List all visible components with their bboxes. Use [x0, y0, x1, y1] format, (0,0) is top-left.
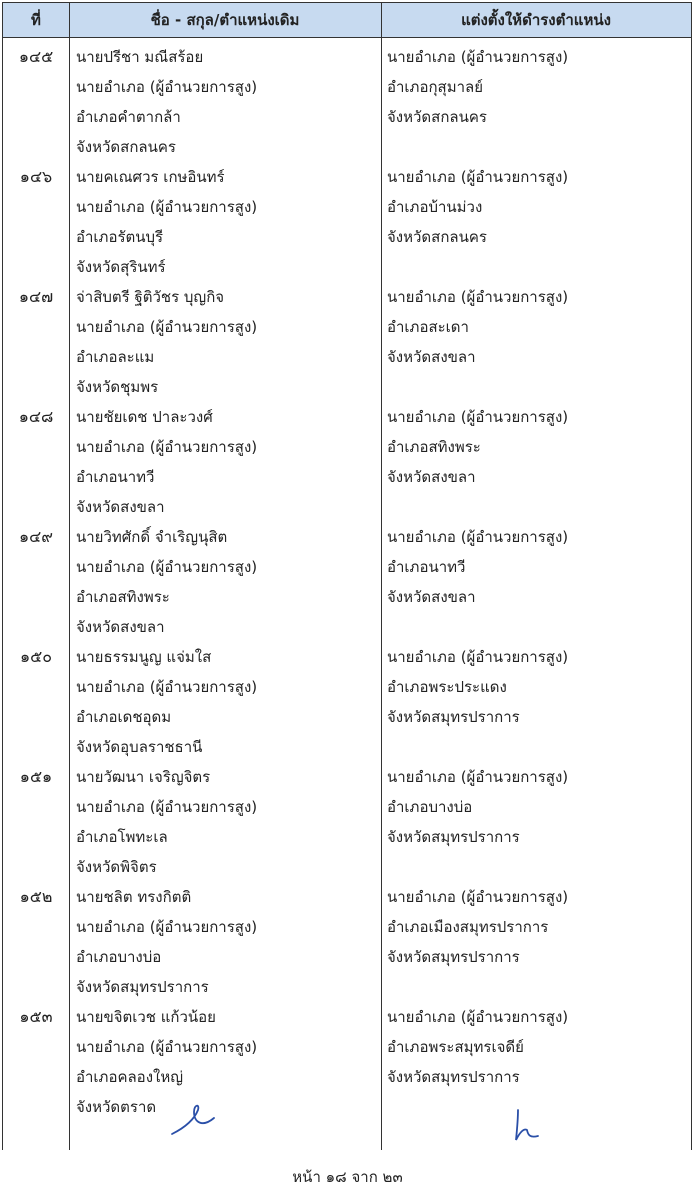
person-name: นายปรีชา มณีสร้อย	[76, 48, 204, 66]
old-position-line: อำเภอคำตากล้า	[76, 108, 181, 126]
row-number: ๑๕๑	[19, 767, 53, 786]
old-position-line: อำเภอโพทะเล	[76, 828, 168, 846]
person-name: นายวิทศักดิ์ จำเริญนุสิต	[76, 528, 228, 546]
new-position-line: จังหวัดสมุทรปราการ	[387, 1068, 520, 1086]
table-row	[3, 638, 691, 758]
header-old-position: ชื่อ - สกุล/ตำแหน่งเดิม	[150, 11, 300, 29]
old-position-cell	[76, 522, 257, 642]
new-position-cell	[387, 402, 568, 492]
table-row	[3, 38, 691, 158]
table-header	[3, 2, 691, 38]
old-position-cell	[76, 42, 257, 162]
table-row	[3, 398, 691, 518]
old-position-cell	[76, 882, 257, 1002]
header-new-position: แต่งตั้งให้ดำรงตำแหน่ง	[461, 11, 611, 29]
signature-mark-right	[510, 1108, 546, 1144]
row-number: ๑๔๘	[18, 407, 54, 426]
new-position-line: จังหวัดสกลนคร	[387, 108, 487, 126]
signature-mark-left	[168, 1098, 218, 1140]
new-position-line: จังหวัดสกลนคร	[387, 228, 487, 246]
old-position-line: อำเภอสทิงพระ	[76, 588, 170, 606]
row-number: ๑๔๙	[19, 527, 53, 546]
row-number: ๑๔๖	[19, 167, 53, 186]
new-position-line: นายอำเภอ (ผู้อำนวยการสูง)	[387, 288, 569, 306]
new-position-line: จังหวัดสงขลา	[387, 588, 476, 606]
new-position-line: อำเภอพระสมุทรเจดีย์	[387, 1038, 524, 1056]
table-row	[3, 158, 691, 278]
new-position-cell	[387, 282, 568, 372]
new-position-line: จังหวัดสมุทรปราการ	[387, 828, 520, 846]
old-position-line: จังหวัดสุรินทร์	[76, 258, 166, 276]
old-position-line: จังหวัดชุมพร	[76, 378, 159, 396]
new-position-line: นายอำเภอ (ผู้อำนวยการสูง)	[387, 168, 569, 186]
new-position-line: จังหวัดสมุทรปราการ	[387, 948, 520, 966]
person-name: นายคเณศวร เกษอินทร์	[76, 168, 225, 186]
old-position-line: อำเภอละแม	[76, 348, 155, 366]
row-number: ๑๔๗	[18, 287, 54, 306]
old-position-line: จังหวัดพิจิตร	[76, 858, 157, 876]
new-position-line: จังหวัดสงขลา	[387, 348, 476, 366]
new-position-line: นายอำเภอ (ผู้อำนวยการสูง)	[387, 408, 569, 426]
header-number: ที่	[31, 11, 41, 29]
appointment-table	[2, 2, 692, 1150]
row-number: ๑๕๓	[19, 1007, 53, 1026]
new-position-line: อำเภอบ้านม่วง	[387, 198, 483, 216]
old-position-line: จังหวัดอุบลราชธานี	[76, 738, 203, 756]
old-position-line: นายอำเภอ (ผู้อำนวยการสูง)	[76, 678, 258, 696]
person-name: นายขจิตเวช แก้วน้อย	[76, 1008, 216, 1026]
old-position-cell	[76, 402, 257, 522]
new-position-cell	[387, 1002, 568, 1092]
old-position-line: จังหวัดสมุทรปราการ	[76, 978, 209, 996]
new-position-line: อำเภอเมืองสมุทรปราการ	[387, 918, 549, 936]
old-position-line: จังหวัดตราด	[76, 1098, 157, 1116]
new-position-line: อำเภอนาทวี	[387, 558, 466, 576]
old-position-line: อำเภอคลองใหญ่	[76, 1068, 184, 1086]
new-position-cell	[387, 882, 568, 972]
new-position-line: อำเภอสะเดา	[387, 318, 469, 336]
new-position-line: นายอำเภอ (ผู้อำนวยการสูง)	[387, 648, 569, 666]
new-position-line: อำเภอพระประแดง	[387, 678, 507, 696]
new-position-line: จังหวัดสงขลา	[387, 468, 476, 486]
table-row	[3, 518, 691, 638]
new-position-cell	[387, 642, 568, 732]
new-position-line: อำเภอบางบ่อ	[387, 798, 473, 816]
old-position-line: จังหวัดสงขลา	[76, 618, 165, 636]
row-number: ๑๔๕	[18, 47, 54, 66]
old-position-cell	[76, 1002, 257, 1122]
old-position-line: อำเภอบางบ่อ	[76, 948, 162, 966]
old-position-line: นายอำเภอ (ผู้อำนวยการสูง)	[76, 438, 258, 456]
old-position-line: นายอำเภอ (ผู้อำนวยการสูง)	[76, 558, 258, 576]
page-number: หน้า ๑๘ จาก ๒๓	[292, 1168, 403, 1186]
row-number: ๑๕๐	[19, 647, 53, 666]
old-position-line: นายอำเภอ (ผู้อำนวยการสูง)	[76, 318, 258, 336]
person-name: นายธรรมนูญ แจ่มใส	[76, 648, 212, 666]
new-position-cell	[387, 162, 568, 252]
person-name: นายชัยเดช ปาละวงศ์	[76, 408, 213, 426]
old-position-cell	[76, 162, 257, 282]
table-row	[3, 758, 691, 878]
person-name: นายชลิต ทรงกิตติ	[76, 888, 192, 906]
old-position-line: อำเภอเดชอุดม	[76, 708, 172, 726]
new-position-line: อำเภอสทิงพระ	[387, 438, 481, 456]
table-row	[3, 278, 691, 398]
row-number: ๑๕๒	[19, 887, 53, 906]
old-position-line: นายอำเภอ (ผู้อำนวยการสูง)	[76, 798, 258, 816]
new-position-line: นายอำเภอ (ผู้อำนวยการสูง)	[387, 1008, 569, 1026]
old-position-line: นายอำเภอ (ผู้อำนวยการสูง)	[76, 198, 258, 216]
new-position-line: นายอำเภอ (ผู้อำนวยการสูง)	[387, 48, 569, 66]
old-position-cell	[76, 642, 257, 762]
old-position-line: นายอำเภอ (ผู้อำนวยการสูง)	[76, 78, 258, 96]
table-row	[3, 878, 691, 998]
person-name: นายวัฒนา เจริญจิตร	[76, 768, 211, 786]
old-position-cell	[76, 762, 257, 882]
new-position-line: นายอำเภอ (ผู้อำนวยการสูง)	[387, 528, 569, 546]
old-position-line: อำเภอรัตนบุรี	[76, 228, 164, 246]
old-position-line: อำเภอนาทวี	[76, 468, 155, 486]
old-position-line: นายอำเภอ (ผู้อำนวยการสูง)	[76, 918, 258, 936]
old-position-line: จังหวัดสงขลา	[76, 498, 165, 516]
new-position-line: อำเภอกุสุมาลย์	[387, 78, 483, 96]
new-position-cell	[387, 42, 568, 132]
new-position-line: จังหวัดสมุทรปราการ	[387, 708, 520, 726]
old-position-line: จังหวัดสกลนคร	[76, 138, 176, 156]
person-name: จ่าสิบตรี ฐิติวัชร บุญกิจ	[76, 288, 225, 306]
table-row	[3, 998, 691, 1118]
new-position-cell	[387, 762, 568, 852]
table-body	[3, 38, 691, 1150]
old-position-line: นายอำเภอ (ผู้อำนวยการสูง)	[76, 1038, 258, 1056]
new-position-cell	[387, 522, 568, 612]
old-position-cell	[76, 282, 257, 402]
new-position-line: นายอำเภอ (ผู้อำนวยการสูง)	[387, 888, 569, 906]
new-position-line: นายอำเภอ (ผู้อำนวยการสูง)	[387, 768, 569, 786]
